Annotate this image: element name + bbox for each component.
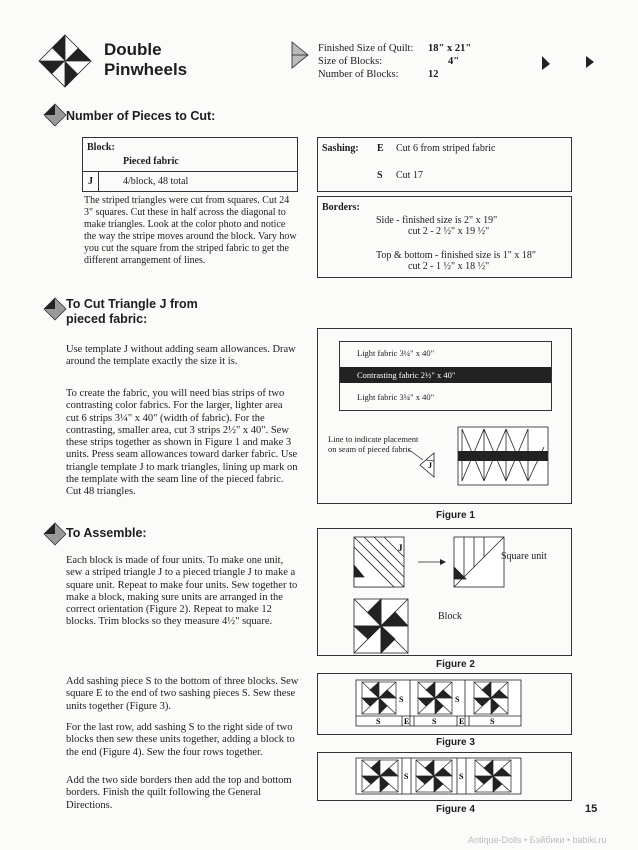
fig3-s-letter: S bbox=[432, 717, 437, 726]
spec-row: Number of Blocks: 12 bbox=[318, 69, 439, 80]
row-four-diagram bbox=[356, 758, 526, 798]
figure-1 bbox=[317, 328, 572, 504]
fig3-s-letter: S bbox=[455, 695, 460, 704]
borders-label: Borders: bbox=[322, 202, 360, 213]
top-border-line2: cut 2 - 1 ½" x 18 ½" bbox=[408, 261, 490, 272]
fig4-s-letter: S bbox=[404, 772, 409, 781]
page-number: 15 bbox=[585, 803, 598, 815]
side-border-line2: cut 2 - 2 ½" x 19 ½" bbox=[408, 226, 490, 237]
square-unit-label: Square unit bbox=[501, 551, 547, 562]
assemble-para-1: Each block is made of four units. To make one unit, sew a striped triangle J to a pieced triangle J to make a square unit. Repeat to make four units. Sew together to make a block, making sure units are arranged in the correct orientation (Figure 2). Repeat to make 12 blocks. Trim blocks so they measure 4½" square. bbox=[66, 555, 298, 628]
sashing-s-text: Cut 17 bbox=[396, 170, 423, 181]
spec-row: Finished Size of Quilt: 18" x 21" bbox=[318, 43, 472, 54]
j-count: 4/block, 48 total bbox=[123, 176, 189, 187]
pieces-heading: Number of Pieces to Cut: bbox=[66, 109, 216, 123]
watermark: Antique-Dolls • Бэйбики • babiki.ru bbox=[468, 835, 607, 845]
triangle-heading: To Cut Triangle J from pieced fabric: bbox=[66, 297, 198, 326]
fig3-e-letter: E bbox=[404, 717, 410, 726]
light-strip-1: Light fabric 3¼" x 40" bbox=[357, 348, 435, 358]
spec-row: Size of Blocks: 4" bbox=[318, 56, 460, 67]
fig4-s-letter: S bbox=[459, 772, 464, 781]
sashing-s-letter: S bbox=[377, 170, 383, 181]
fig3-s-letter: S bbox=[399, 695, 404, 704]
quilt-title bbox=[104, 40, 187, 80]
figure-4-caption: Figure 4 bbox=[436, 804, 475, 815]
j-letter: J bbox=[88, 176, 93, 187]
fig2-j-letter: J bbox=[398, 543, 403, 553]
contrast-strip: Contrasting fabric 2½" x 40" bbox=[340, 367, 551, 383]
spec-arrow-icon bbox=[292, 42, 310, 68]
sashing-label: Sashing: bbox=[322, 143, 359, 154]
fig3-s-letter: S bbox=[490, 717, 495, 726]
section-diamond-icon bbox=[44, 104, 66, 126]
fig3-e-letter: E bbox=[459, 717, 465, 726]
block-cut-box bbox=[82, 137, 298, 192]
figure-3 bbox=[317, 673, 572, 735]
assemble-heading: To Assemble: bbox=[66, 526, 147, 540]
top-border-line1: Top & bottom - finished size is 1" x 18" bbox=[376, 250, 536, 261]
sashing-box bbox=[317, 137, 572, 192]
figure-4 bbox=[317, 752, 572, 801]
title-line-1: Double bbox=[104, 40, 162, 59]
figure-2-caption: Figure 2 bbox=[436, 659, 475, 670]
section-diamond-icon bbox=[44, 298, 66, 320]
fig1-j-letter: J bbox=[428, 461, 432, 470]
assemble-para-4: Add the two side borders then add the top and bottom borders. Finish the quilt following the General Directions. bbox=[66, 775, 292, 811]
figure-3-caption: Figure 3 bbox=[436, 737, 475, 748]
section-diamond-icon bbox=[44, 523, 66, 545]
striped-triangle-note: The striped triangles were cut from squares. Cut 24 3" squares. Cut these in half across the diagonal to make triangles. Look at the color photo and notice the way the stripe moves around the block. Vary how you cut the square from the striped fabric to get the different arrangement of lines. bbox=[84, 195, 297, 266]
side-border-line1: Side - finished size is 2" x 19" bbox=[376, 215, 498, 226]
seam-note: Line to indicate placement on seam of pieced fabric bbox=[328, 434, 419, 454]
sashing-e-letter: E bbox=[377, 143, 384, 154]
pinwheel-logo-icon bbox=[37, 33, 93, 89]
corner-arrow-icons bbox=[538, 56, 598, 76]
assemble-para-2: Add sashing piece S to the bottom of three blocks. Sew square E to the end of two sashing pieces S. Sew these units together (Figure 3). bbox=[66, 676, 299, 712]
figure-2 bbox=[317, 528, 572, 656]
fig3-s-letter: S bbox=[376, 717, 381, 726]
light-strip-2: Light fabric 3¼" x 40" bbox=[357, 392, 435, 402]
triangle-para-1: Use template J without adding seam allowances. Draw around the template exactly the size it is. bbox=[66, 344, 296, 368]
figure-1-caption: Figure 1 bbox=[436, 510, 475, 521]
assemble-para-3: For the last row, add sashing S to the right side of two blocks then sew these units together, adding a block to the end (Figure 4). Sew the four rows together. bbox=[66, 722, 295, 758]
sashing-e-text: Cut 6 from striped fabric bbox=[396, 143, 496, 154]
block-label: Block bbox=[438, 611, 462, 622]
pieced-fabric-label: Pieced fabric bbox=[123, 156, 179, 167]
strip-set bbox=[339, 341, 552, 411]
triangle-strip-diagram bbox=[388, 427, 564, 493]
row-sashing-diagram bbox=[356, 680, 526, 730]
quilt-specs bbox=[318, 42, 471, 81]
block-label: Block: bbox=[87, 142, 115, 153]
title-line-2: Pinwheels bbox=[104, 60, 188, 79]
borders-box bbox=[317, 196, 572, 278]
triangle-para-2: To create the fabric, you will need bias strips of two contrasting color fabrics. For the larger, lighter area cut 6 strips 3¼" x 40" (width of fabric). For the contrasting, smaller area, cut 3 strips 2½" x 40". Sew these strips together as shown in Figure 1 and make 3 units. Press seam allowances toward darker fabric. Use triangle template J to mark triangles, lining up mark on the template with the seam line of the pieced fabric. Cut 48 triangles. bbox=[66, 388, 298, 498]
